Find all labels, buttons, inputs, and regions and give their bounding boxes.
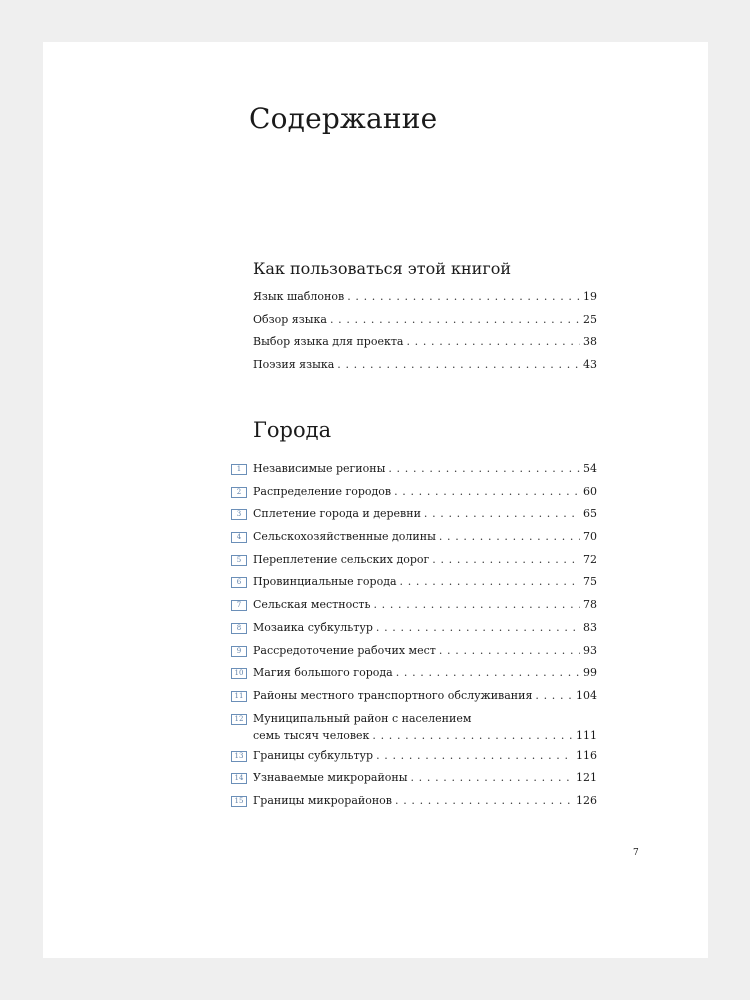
pattern-number-badge: 7 xyxy=(231,600,247,611)
dot-leader xyxy=(439,526,580,549)
toc-entry-page: 78 xyxy=(583,598,597,612)
toc-entry[interactable] xyxy=(231,745,597,768)
toc-entry-title: Переплетение сельских дорог xyxy=(253,552,430,566)
pattern-number-badge: 9 xyxy=(231,646,247,657)
toc-entry[interactable] xyxy=(231,708,597,745)
toc-entry-title: Поэзия языка xyxy=(253,358,335,372)
dot-leader xyxy=(330,309,580,332)
toc-entry-page: 116 xyxy=(576,748,597,762)
toc-entry-page: 104 xyxy=(576,688,597,702)
book-page xyxy=(43,42,708,958)
toc-entry-page: 38 xyxy=(583,335,597,349)
dot-leader xyxy=(394,481,580,504)
dot-leader xyxy=(535,685,573,708)
toc-entry-title: Обзор языка xyxy=(253,312,327,326)
toc-entry[interactable] xyxy=(231,549,597,572)
toc-entry[interactable] xyxy=(231,617,597,640)
toc-entry-title: семь тысяч человек xyxy=(253,728,370,742)
toc-entry-page: 25 xyxy=(583,312,597,326)
toc-entry[interactable] xyxy=(231,571,597,594)
pattern-number-badge: 12 xyxy=(231,714,247,725)
toc-entry-page: 121 xyxy=(576,771,597,785)
toc-entry-title: Сельскохозяйственные долины xyxy=(253,530,436,544)
dot-leader xyxy=(376,617,580,640)
dot-leader xyxy=(396,662,580,685)
toc-entry-page: 65 xyxy=(583,507,597,521)
toc-entry-title: Мозаика субкультур xyxy=(253,620,373,634)
toc-entry-title: Выбор языка для проекта xyxy=(253,335,404,349)
page-number: 7 xyxy=(633,848,639,858)
intro-toc-list xyxy=(231,286,597,377)
toc-entry[interactable] xyxy=(231,354,597,377)
toc-entry-title: Сельская местность xyxy=(253,598,371,612)
toc-entry-title: Язык шаблонов xyxy=(253,290,345,303)
toc-entry[interactable] xyxy=(231,286,597,309)
toc-entry[interactable] xyxy=(231,503,597,526)
pattern-number-badge: 6 xyxy=(231,577,247,588)
pattern-number-badge: 11 xyxy=(231,691,247,702)
toc-entry-page: 43 xyxy=(583,358,597,372)
dot-leader xyxy=(395,790,573,813)
toc-entry-title: Распределение городов xyxy=(253,484,392,498)
dot-leader xyxy=(410,767,573,790)
toc-entry-page: 75 xyxy=(583,575,597,589)
toc-entry[interactable] xyxy=(231,685,597,708)
toc-entry-page: 111 xyxy=(576,728,597,742)
pattern-number-badge: 15 xyxy=(231,796,247,807)
pattern-number-badge: 8 xyxy=(231,623,247,634)
toc-entry-page: 72 xyxy=(583,552,597,566)
toc-entry-title: Границы микрорайонов xyxy=(253,793,392,807)
pattern-number-badge: 5 xyxy=(231,555,247,566)
pattern-number-badge: 3 xyxy=(231,509,247,520)
toc-entry[interactable] xyxy=(231,309,597,332)
toc-entry-title: Районы местного транспортного обслуживания xyxy=(253,688,533,702)
dot-leader xyxy=(337,354,580,377)
toc-entry[interactable] xyxy=(231,640,597,663)
dot-leader xyxy=(400,571,580,594)
toc-entry-title: Независимые регионы xyxy=(253,462,386,475)
toc-entry-page: 99 xyxy=(583,666,597,680)
section-heading-intro: Как пользоваться этой книгой xyxy=(253,259,511,278)
toc-entry-title: Рассредоточение рабочих мест xyxy=(253,643,436,657)
toc-entry[interactable] xyxy=(231,767,597,790)
toc-entry-page: 19 xyxy=(583,290,597,303)
toc-entry[interactable] xyxy=(231,481,597,504)
pattern-number-badge: 1 xyxy=(231,464,247,475)
toc-entry-title: Провинциальные города xyxy=(253,575,397,589)
toc-entry[interactable] xyxy=(231,458,597,481)
toc-entry[interactable] xyxy=(231,790,597,813)
toc-entry[interactable] xyxy=(231,331,597,354)
toc-entry[interactable] xyxy=(231,526,597,549)
pattern-number-badge: 2 xyxy=(231,487,247,498)
toc-entry-title: Магия большого города xyxy=(253,666,393,680)
page-title: Содержание xyxy=(249,102,438,135)
dot-leader xyxy=(373,594,580,617)
dot-leader xyxy=(424,503,580,526)
toc-entry[interactable] xyxy=(231,594,597,617)
dot-leader xyxy=(439,640,580,663)
pattern-number-badge: 4 xyxy=(231,532,247,543)
toc-entry-title: Границы субкультур xyxy=(253,748,374,762)
dot-leader xyxy=(388,458,580,481)
dot-leader xyxy=(406,331,580,354)
toc-entry-page: 70 xyxy=(583,530,597,544)
toc-entry-page: 83 xyxy=(583,620,597,634)
dot-leader xyxy=(376,745,573,768)
pattern-number-badge: 10 xyxy=(231,668,247,679)
cities-toc-list xyxy=(231,458,597,813)
pattern-number-badge: 14 xyxy=(231,773,247,784)
toc-entry[interactable] xyxy=(231,662,597,685)
toc-entry-page: 60 xyxy=(583,484,597,498)
dot-leader xyxy=(347,286,580,309)
toc-entry-page: 93 xyxy=(583,643,597,657)
toc-entry-page: 126 xyxy=(576,793,597,807)
toc-entry-title: Узнаваемые микрорайоны xyxy=(253,771,408,785)
toc-entry-title: Сплетение города и деревни xyxy=(253,507,421,521)
toc-entry-page: 54 xyxy=(583,462,597,475)
section-heading-cities: Города xyxy=(253,418,332,442)
toc-entry-title-line1: Муниципальный район с населением xyxy=(253,711,472,725)
dot-leader xyxy=(432,549,580,572)
pattern-number-badge: 13 xyxy=(231,751,247,762)
